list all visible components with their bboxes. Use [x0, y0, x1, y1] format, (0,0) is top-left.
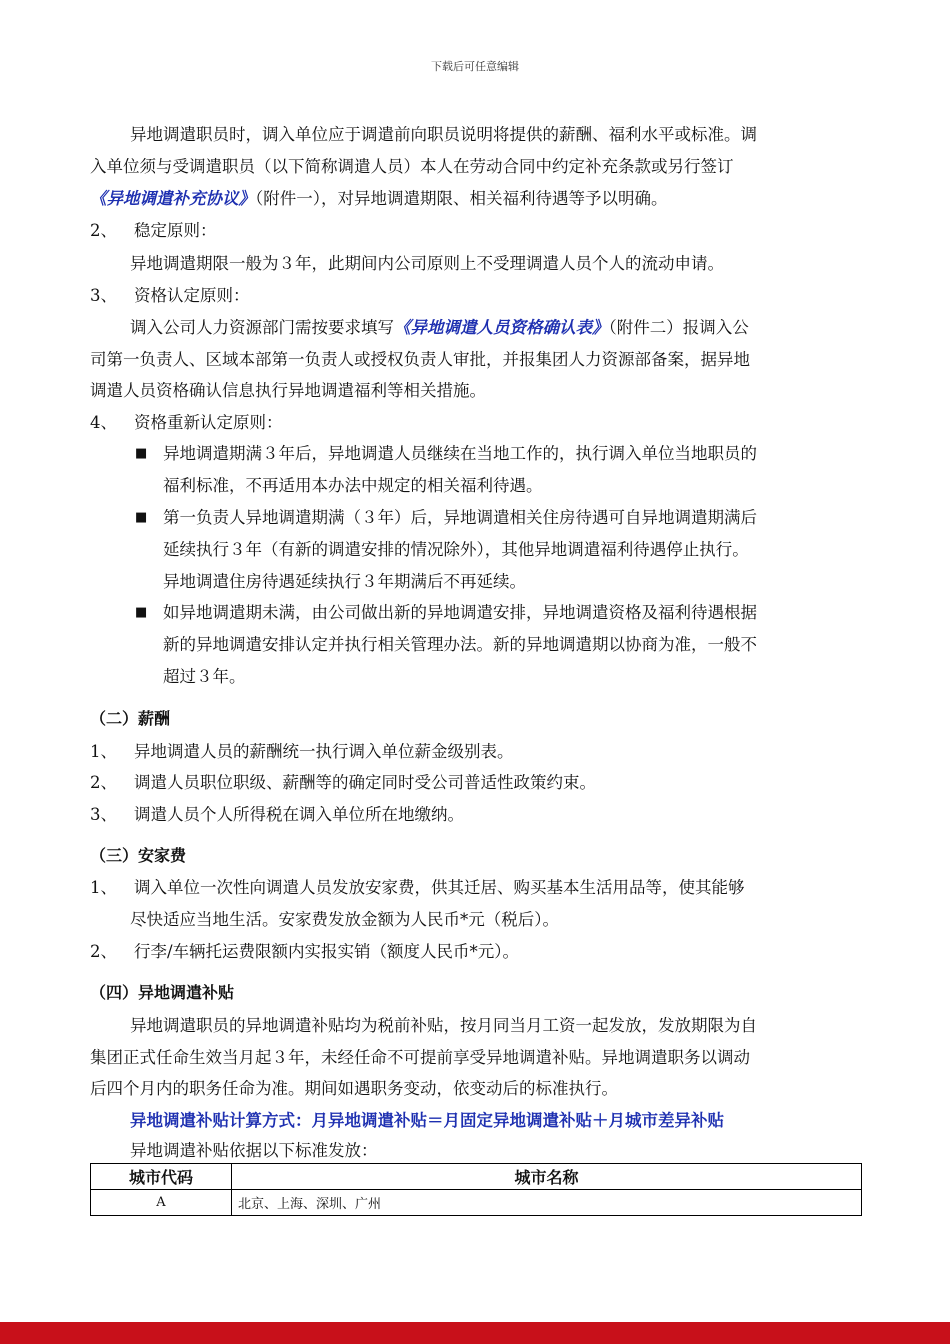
item-text: 调遣人员职位职级、薪酬等的确定同时受公司普适性政策约束。 — [134, 773, 596, 792]
city-code-cell: A — [91, 1190, 232, 1216]
paragraph-text: （附件二）报调入公 — [608, 318, 749, 337]
paragraph-line: 调遣人员资格确认信息执行异地调遣福利等相关措施。 — [90, 381, 486, 400]
paragraph-line — [90, 188, 668, 210]
item-text: 行李/车辆托运费限额内实报实销（额度人民币*元）。 — [134, 942, 520, 961]
paragraph-line: 司第一负责人、区域本部第一负责人或授权负责人审批，并报集团人力资源部备案，据异地 — [90, 350, 750, 369]
section-heading-allowance: （四）异地调遣补贴 — [90, 983, 235, 1002]
item-text: 异地调遣人员的薪酬统一执行调入单位薪金级别表。 — [134, 742, 514, 761]
attachment-2-title: 《异地调遣人员资格确认表》 — [394, 318, 609, 337]
bullet-line: 新的异地调遣安排认定并执行相关管理办法。新的异地调遣期以协商为准，一般不 — [163, 635, 757, 654]
paragraph-text: 调入公司人力资源部门需按要求填写 — [130, 318, 394, 337]
item-title: 稳定原则： — [134, 221, 217, 240]
item-number: 4、 — [90, 413, 117, 432]
column-header-city-name: 城市名称 — [232, 1164, 862, 1190]
section-heading-salary: （二）薪酬 — [90, 709, 171, 728]
bullet-line: 超过３年。 — [163, 667, 246, 686]
bullet-line: 延续执行３年（有新的调遣安排的情况除外），其他异地调遣福利待遇停止执行。 — [163, 540, 749, 559]
paragraph-line — [130, 317, 749, 339]
item-text: 调遣人员个人所得税在调入单位所在地缴纳。 — [134, 805, 464, 824]
table-row — [91, 1190, 862, 1216]
section-heading-settling-fee: （三）安家费 — [90, 846, 187, 865]
city-names-cell: 北京、上海、深圳、广州 — [232, 1190, 862, 1216]
paragraph-line: 后四个月内的职务任命为准。期间如遇职务变动，依变动后的标准执行。 — [90, 1079, 618, 1098]
salary-item-3 — [90, 804, 464, 826]
item-number: 1、 — [90, 878, 117, 897]
header-note: 下载后可任意编辑 — [431, 60, 519, 73]
allowance-formula: 异地调遣补贴计算方式：月异地调遣补贴＝月固定异地调遣补贴＋月城市差异补贴 — [130, 1111, 724, 1130]
bullet-line: 如异地调遣期未满，由公司做出新的异地调遣安排，异地调遣资格及福利待遇根据 — [163, 603, 757, 622]
item-number: 2、 — [90, 221, 117, 240]
bullet-square-icon: ■ — [135, 510, 148, 525]
paragraph-line: 入单位须与受调遣职员（以下简称调遣人员）本人在劳动合同中约定补充条款或另行签订 — [90, 157, 734, 176]
paragraph-line: 集团正式任命生效当月起３年，未经任命不可提前享受异地调遣补贴。异地调遣职务以调动 — [90, 1048, 750, 1067]
attachment-1-title: 《异地调遣补充协议》 — [90, 189, 255, 208]
bullet-line: 异地调遣期满３年后，异地调遣人员继续在当地工作的，执行调入单位当地职员的 — [163, 444, 757, 463]
bullet-line: 福利标准，不再适用本办法中规定的相关福利待遇。 — [163, 476, 543, 495]
item-number: 2、 — [90, 773, 117, 792]
salary-item-1 — [90, 741, 514, 763]
footer-bar — [0, 1322, 950, 1344]
paragraph-line: 异地调遣期限一般为３年，此期间内公司原则上不受理调遣人员个人的流动申请。 — [130, 254, 724, 273]
section-item-4 — [90, 412, 283, 434]
item-title: 资格认定原则： — [134, 286, 250, 305]
paragraph-line: 异地调遣职员时，调入单位应于调遣前向职员说明将提供的薪酬、福利水平或标准。调 — [130, 125, 757, 144]
paragraph-text: （附件一），对异地调遣期限、相关福利待遇等予以明确。 — [255, 189, 668, 208]
item-number: 3、 — [90, 805, 117, 824]
bullet-square-icon: ■ — [135, 446, 148, 461]
bullet-line: 异地调遣住房待遇延续执行３年期满后不再延续。 — [163, 572, 526, 591]
settling-item-1 — [90, 877, 745, 899]
item-text: 调入单位一次性向调遣人员发放安家费，供其迁居、购买基本生活用品等，使其能够 — [134, 878, 745, 897]
item-number: 1、 — [90, 742, 117, 761]
section-item-3 — [90, 285, 250, 307]
settling-item-2 — [90, 941, 519, 963]
item-number: 2、 — [90, 942, 117, 961]
paragraph-line: 尽快适应当地生活。安家费发放金额为人民币*元（税后）。 — [130, 910, 559, 929]
table-header-row — [91, 1164, 862, 1190]
salary-item-2 — [90, 772, 596, 794]
bullet-line: 第一负责人异地调遣期满（３年）后，异地调遣相关住房待遇可自异地调遣期满后 — [163, 508, 757, 527]
item-title: 资格重新认定原则： — [134, 413, 283, 432]
paragraph-line: 异地调遣补贴依据以下标准发放： — [130, 1141, 378, 1160]
item-number: 3、 — [90, 286, 117, 305]
section-item-2 — [90, 220, 217, 242]
bullet-square-icon: ■ — [135, 605, 148, 620]
city-table — [90, 1163, 862, 1216]
column-header-city-code: 城市代码 — [91, 1164, 232, 1190]
paragraph-line: 异地调遣职员的异地调遣补贴均为税前补贴，按月同当月工资一起发放，发放期限为自 — [130, 1016, 757, 1035]
